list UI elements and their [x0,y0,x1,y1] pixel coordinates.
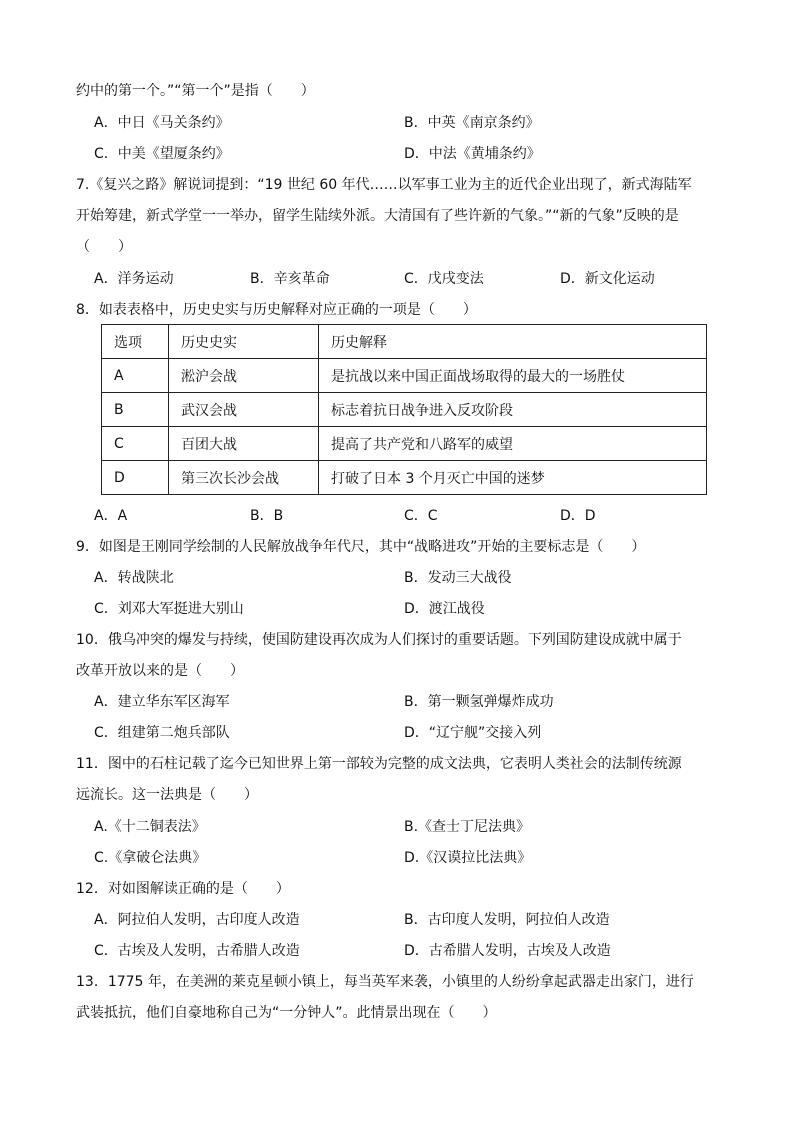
q6-option-c[interactable]: C．中美《望厦条约》 [94,146,230,162]
q9-option-b[interactable]: B．发动三大战役 [404,570,512,586]
q7-stem-line2: 开始筹建，新式学堂一一举办，留学生陆续外派。大清国有了些许新的气象。”“新的气象”反映的是 [76,208,679,224]
q11-option-c[interactable]: C.《拿破仑法典》 [94,850,207,866]
q7-option-a[interactable]: A．洋务运动 [94,271,174,287]
table-cell: 百团大战 [169,427,319,461]
q12-option-a[interactable]: A．阿拉伯人发明，古印度人改造 [94,912,300,928]
q13-stem-line2: 武装抵抗，他们自豪地称自己为“一分钟人”。此情景出现在（ ） [76,1005,497,1021]
table-header-row [102,325,707,359]
q9-option-c[interactable]: C．刘邓大军挺进大别山 [94,601,244,617]
q7-option-d[interactable]: D．新文化运动 [560,271,655,287]
q7-option-b[interactable]: B．辛亥革命 [250,271,330,287]
table-cell: B [102,393,169,427]
q6-option-d[interactable]: D．中法《黄埔条约》 [404,146,541,162]
q6-option-a[interactable]: A．中日《马关条约》 [94,115,230,131]
table-cell: 是抗战以来中国正面战场取得的最大的一场胜仗 [319,359,707,393]
q11-option-d[interactable]: D.《汉谟拉比法典》 [404,850,532,866]
table-header-cell: 选项 [102,325,169,359]
table-cell: 打破了日本 3 个月灭亡中国的迷梦 [319,461,707,495]
q8-option-c[interactable]: C．C [404,508,438,524]
q13-stem-line1: 13．1775 年，在美洲的莱克星顿小镇上，每当英军来袭，小镇里的人纷纷拿起武器走出家门，进行 [76,974,694,990]
q10-option-b[interactable]: B．第一颗氢弹爆炸成功 [404,694,554,710]
table-cell: C [102,427,169,461]
q6-option-b[interactable]: B．中英《南京条约》 [404,115,540,131]
q12-option-b[interactable]: B．古印度人发明，阿拉伯人改造 [404,912,610,928]
q10-option-c[interactable]: C．组建第二炮兵部队 [94,725,230,741]
q7-option-c[interactable]: C．戊戌变法 [404,271,484,287]
q10-option-d[interactable]: D．“辽宁舰”交接入列 [404,725,542,741]
q11-option-b[interactable]: B.《查士丁尼法典》 [404,819,531,835]
table-row [102,393,707,427]
q9-option-d[interactable]: D．渡江战役 [404,601,485,617]
q10-stem-line2: 改革开放以来的是（ ） [76,663,244,679]
q9-stem: 9．如图是王刚同学绘制的人民解放战争年代尺，其中“战略进攻”开始的主要标志是（ ） [76,539,646,555]
table-row [102,461,707,495]
q10-option-a[interactable]: A．建立华东军区海军 [94,694,230,710]
q12-option-d[interactable]: D．古希腊人发明，古埃及人改造 [404,943,611,959]
table-cell: 提高了共产党和八路军的威望 [319,427,707,461]
q7-stem-line3: （ ） [76,239,132,255]
q8-option-d[interactable]: D．D [560,508,596,524]
q8-option-a[interactable]: A．A [94,508,128,524]
table-cell: 武汉会战 [169,393,319,427]
q9-option-a[interactable]: A．转战陕北 [94,570,174,586]
q8-stem: 8．如表表格中，历史史实与历史解释对应正确的一项是（ ） [76,302,477,318]
table-cell: D [102,461,169,495]
table-cell: 标志着抗日战争进入反攻阶段 [319,393,707,427]
q8-option-b[interactable]: B．B [250,508,284,524]
q12-option-c[interactable]: C．古埃及人发明，古希腊人改造 [94,943,300,959]
table-row [102,359,707,393]
q12-stem: 12．对如图解读正确的是（ ） [76,881,290,897]
q10-stem-line1: 10．俄乌冲突的爆发与持续，使国防建设再次成为人们探讨的重要话题。下列国防建设成就中属于 [76,632,682,648]
table-cell: A [102,359,169,393]
q11-option-a[interactable]: A.《十二铜表法》 [94,819,206,835]
q7-stem-line1: 7.《复兴之路》解说词提到：“19 世纪 60 年代……以军事工业为主的近代企业出现了，新式海陆军 [76,177,692,193]
table-header-cell: 历史解释 [319,325,707,359]
q6-tail: 约中的第一个。”“第一个”是指（ ） [76,83,315,99]
table-cell: 第三次长沙会战 [169,461,319,495]
table-header-cell: 历史史实 [169,325,319,359]
q11-stem-line2: 远流长。这一法典是（ ） [76,787,258,803]
history-table [101,324,707,495]
table-cell: 淞沪会战 [169,359,319,393]
table-row [102,427,707,461]
q11-stem-line1: 11．图中的石柱记载了迄今已知世界上第一部较为完整的成文法典，它表明人类社会的法制传统源 [76,756,682,772]
